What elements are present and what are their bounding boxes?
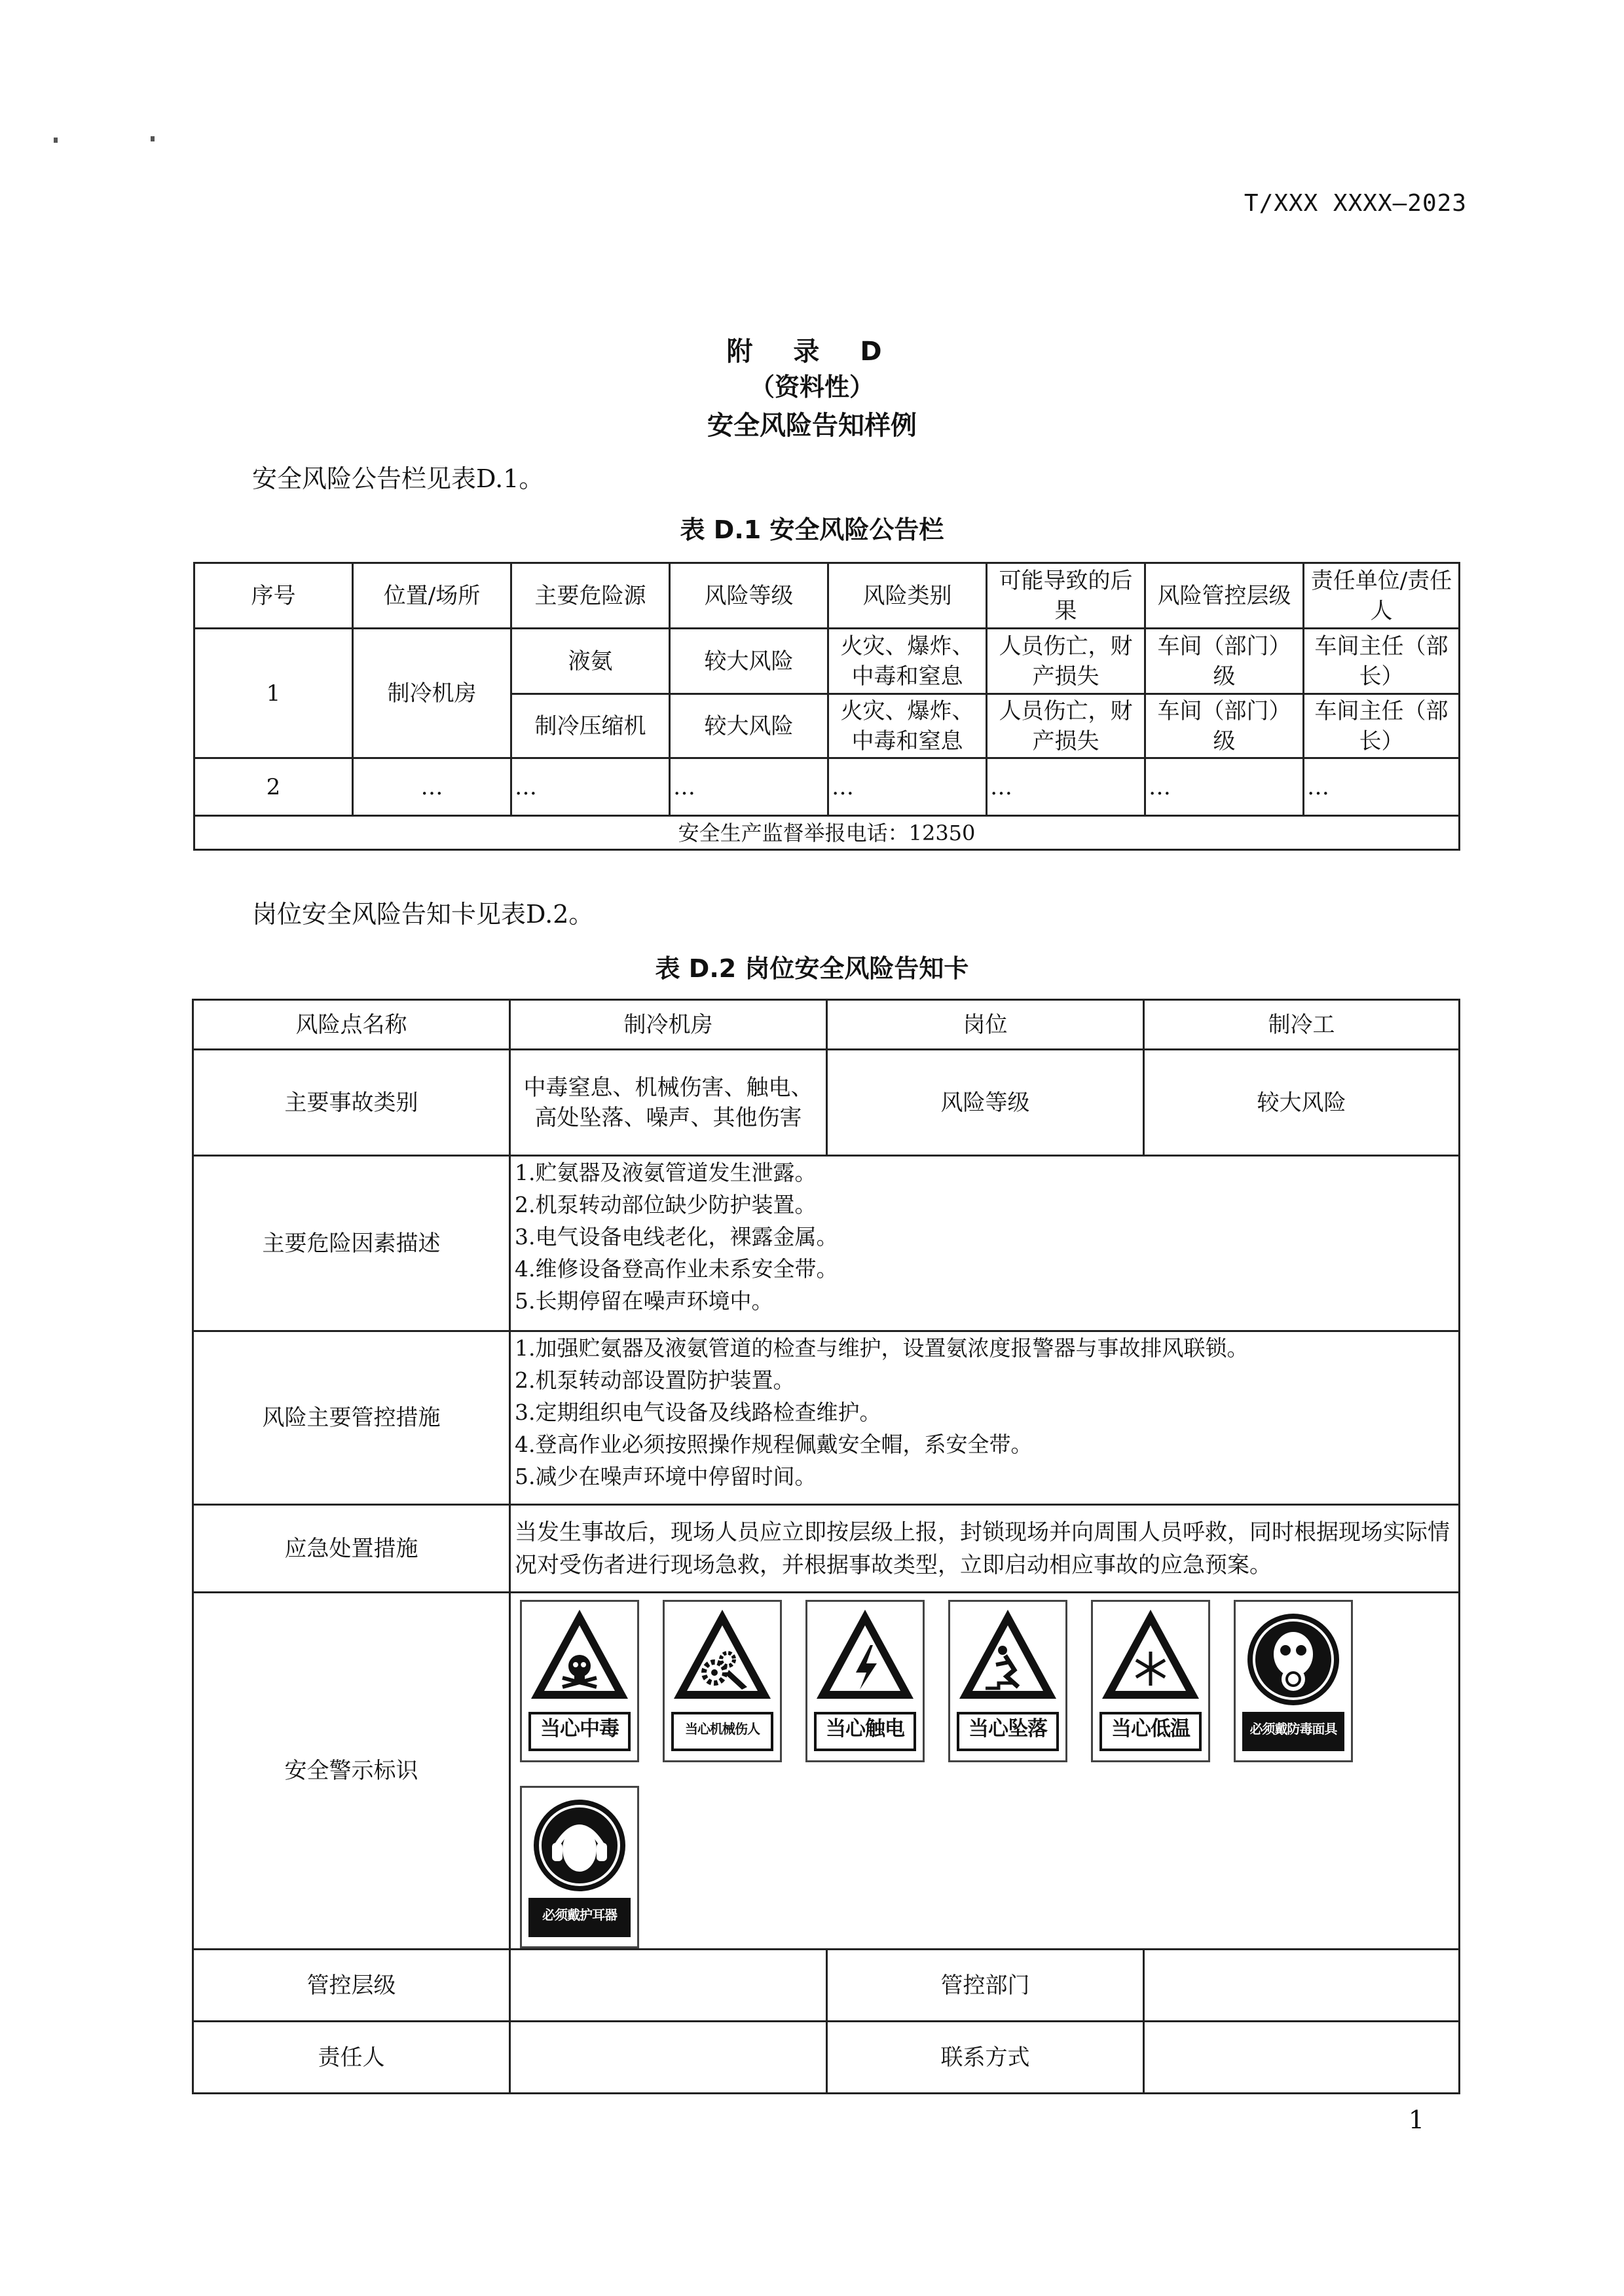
control-level: 车间（部门）级 (1145, 694, 1304, 758)
accident-value: 中毒窒息、机械伤害、触电、高处坠落、噪声、其他伤害 (510, 1050, 827, 1156)
control-dept-label: 管控部门 (827, 1950, 1144, 2022)
gas-mask-icon (1236, 1602, 1351, 1717)
warning-sign-fall (948, 1600, 1067, 1762)
table-row (193, 1950, 1460, 2022)
accident-label: 主要事故类别 (193, 1050, 510, 1156)
responsible: 车间主任（部长） (1304, 694, 1460, 758)
table-d1-caption: 表 D.1 安全风险公告栏 (680, 515, 944, 544)
sign-gallery (511, 1593, 1458, 1948)
header-cell: 序号 (194, 563, 353, 629)
table-header-row (194, 563, 1460, 629)
intro-table-d1: 安全风险公告栏见表D.1。 (252, 464, 544, 493)
measures-list (510, 1331, 1460, 1505)
hazard-source: 液氨 (511, 629, 670, 694)
contact-value (1144, 2022, 1460, 2094)
sign-label: 当心中毒 (528, 1712, 631, 1751)
page-number: 1 (1408, 2105, 1424, 2134)
risk-point-label: 风险点名称 (193, 1000, 510, 1050)
table-d2-caption: 表 D.2 岗位安全风险告知卡 (655, 954, 969, 983)
place-cell: 制冷机房 (353, 629, 511, 758)
list-item: 5.减少在噪声环境中停留时间。 (515, 1464, 817, 1489)
control-level-label: 管控层级 (193, 1950, 510, 2022)
header-cell: 风险管控层级 (1145, 563, 1304, 629)
list-item: 5.长期停留在噪声环境中。 (515, 1288, 773, 1314)
post-risk-card-table (192, 999, 1460, 2094)
mandatory-sign-ear-protector (520, 1786, 639, 1948)
hazard-source: 制冷压缩机 (511, 694, 670, 758)
row-number: 1 (194, 629, 353, 758)
scan-speck (54, 138, 58, 143)
gears-hand-icon (665, 1602, 780, 1717)
control-level: 车间（部门）级 (1145, 629, 1304, 694)
warning-sign-low-temperature (1091, 1600, 1210, 1762)
document-number: T/XXX XXXX—2023 (1244, 190, 1467, 217)
falling-person-icon (950, 1602, 1065, 1717)
control-level: … (1145, 758, 1304, 816)
table-row (193, 1050, 1460, 1156)
row-number: 2 (194, 758, 353, 816)
list-item: 4.维修设备登高作业未系安全带。 (515, 1256, 838, 1282)
place-cell: … (353, 758, 511, 816)
intro-table-d2: 岗位安全风险告知卡见表D.2。 (252, 900, 594, 929)
header-cell: 风险等级 (670, 563, 828, 629)
responsible: … (1304, 758, 1460, 816)
table-row (193, 1156, 1460, 1331)
level-label: 风险等级 (827, 1050, 1144, 1156)
table-row (193, 1000, 1460, 1050)
list-item: 4.登高作业必须按照操作规程佩戴安全帽，系安全带。 (515, 1432, 1033, 1457)
contact-label: 联系方式 (827, 2022, 1144, 2094)
table-row (194, 758, 1460, 816)
sign-label: 当心低温 (1099, 1712, 1202, 1751)
list-item: 1.加强贮氨器及液氨管道的检查与维护，设置氨浓度报警器与事故排风联锁。 (515, 1335, 1249, 1361)
emergency-text: 当发生事故后，现场人员应立即按层级上报，封锁现场并向周围人员呼救，同时根据现场实际情况对受伤者进行现场急救，并根据事故类型，立即启动相应事故的应急预案。 (510, 1505, 1460, 1593)
risk-level: 较大风险 (670, 694, 828, 758)
lightning-icon (807, 1602, 923, 1717)
list-item: 3.定期组织电气设备及线路检查维护。 (515, 1399, 881, 1425)
skull-icon (522, 1602, 637, 1717)
table-row (193, 1331, 1460, 1505)
header-cell: 风险类别 (828, 563, 987, 629)
sign-label: 必须戴防毒面具 (1242, 1712, 1344, 1751)
hazard-source: … (511, 758, 670, 816)
snowflake-icon (1093, 1602, 1208, 1717)
signs-cell (510, 1593, 1460, 1950)
emergency-label: 应急处置措施 (193, 1505, 510, 1593)
sign-label: 当心坠落 (957, 1712, 1059, 1751)
post-label: 岗位 (827, 1000, 1144, 1050)
control-dept-value (1144, 1950, 1460, 2022)
appendix-subtitle: 安全风险告知样例 (707, 411, 917, 441)
responsible: 车间主任（部长） (1304, 629, 1460, 694)
appendix-title: 附 录 D (726, 337, 898, 367)
level-value: 较大风险 (1144, 1050, 1460, 1156)
risk-point-value: 制冷机房 (510, 1000, 827, 1050)
risk-category: … (828, 758, 987, 816)
header-cell: 主要危险源 (511, 563, 670, 629)
list-item: 2.机泵转动部设置防护装置。 (515, 1367, 795, 1393)
risk-level: … (670, 758, 828, 816)
factors-list (510, 1156, 1460, 1331)
measures-label: 风险主要管控措施 (193, 1331, 510, 1505)
list-item: 3.电气设备电线老化，裸露金属。 (515, 1224, 838, 1250)
consequence: 人员伤亡，财产损失 (987, 629, 1145, 694)
control-level-value (510, 1950, 827, 2022)
sign-label: 必须戴护耳器 (528, 1898, 631, 1937)
hotline-text: 安全生产监督举报电话：12350 (194, 816, 1460, 850)
header-cell: 位置/场所 (353, 563, 511, 629)
risk-category: 火灾、爆炸、中毒和窒息 (828, 694, 987, 758)
consequence: 人员伤亡，财产损失 (987, 694, 1145, 758)
post-value: 制冷工 (1144, 1000, 1460, 1050)
list-item: 2.机泵转动部位缺少防护装置。 (515, 1192, 817, 1217)
consequence: … (987, 758, 1145, 816)
header-cell: 责任单位/责任人 (1304, 563, 1460, 629)
warning-sign-machinery (663, 1600, 782, 1762)
ear-protector-icon (522, 1788, 637, 1903)
owner-label: 责任人 (193, 2022, 510, 2094)
list-item: 1.贮氨器及液氨管道发生泄露。 (515, 1160, 817, 1185)
sign-label: 当心触电 (814, 1712, 916, 1751)
table-row (193, 1505, 1460, 1593)
warning-sign-electric (805, 1600, 925, 1762)
sign-label: 当心机械伤人 (671, 1712, 773, 1751)
warning-sign-poison (520, 1600, 639, 1762)
risk-bulletin-table (193, 562, 1460, 851)
appendix-nature: （资料性） (749, 373, 874, 401)
header-cell: 可能导致的后果 (987, 563, 1145, 629)
owner-value (510, 2022, 827, 2094)
factors-label: 主要危险因素描述 (193, 1156, 510, 1331)
risk-category: 火灾、爆炸、中毒和窒息 (828, 629, 987, 694)
risk-level: 较大风险 (670, 629, 828, 694)
table-row (193, 1593, 1460, 1950)
scan-speck (151, 136, 155, 141)
table-row (194, 629, 1460, 694)
signs-label: 安全警示标识 (193, 1593, 510, 1950)
table-footer-row (194, 816, 1460, 850)
table-row (193, 2022, 1460, 2094)
mandatory-sign-gas-mask (1234, 1600, 1353, 1762)
